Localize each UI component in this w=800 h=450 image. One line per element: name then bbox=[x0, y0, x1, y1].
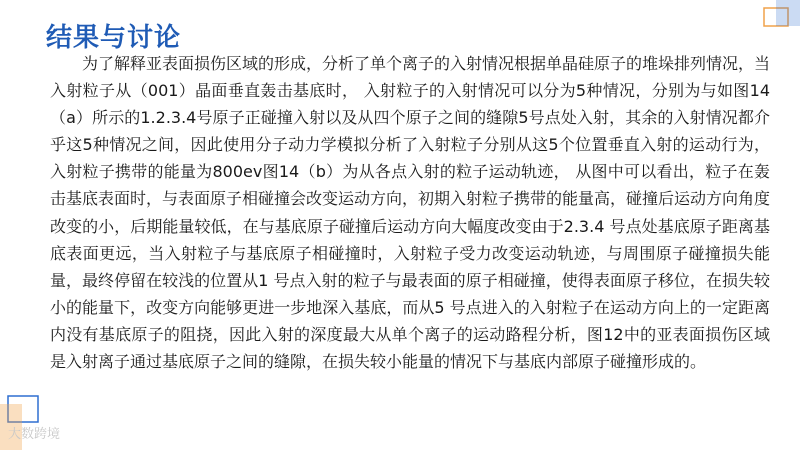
slide-title: 结果与讨论 bbox=[46, 23, 182, 53]
watermark-text: 大数跨境 bbox=[8, 427, 61, 442]
body-paragraph: 为了解释亚表面损伤区域的形成，分析了单个离子的入射情况根据单晶硅原子的堆垛排列情况，当入射粒子从（001）晶面垂直轰击基底时， 入射粒子的入射情况可以分为5种情况，分别为与如图14（a）所示的1.2.3.4号原子正碰撞入射以及从四个原子之间的缝隙5号点处入射，其余的入射情况都介乎这5种情况之间，因此使用分子动力学模拟分析了入射粒子分别从这5个位置垂直入射的运动行为，入射粒子携带的能量为800ev图14（b）为从各点入射的粒子运动轨迹， 从图中可以看出，粒子在轰击基底表面时，与表面原子相碰撞会改变运动方向，初期入射粒子携带的能量高，碰撞后运动方向角度改变的小，后期能量较低，在与基底原子碰撞后运动方向大幅度改变由于2.3.4 号点处基底原子距离基底表面更远，当入射粒子与基底原子相碰撞时，入射粒子受力改变运动轨迹，与周围原子碰撞损失能量，最终停留在较浅的位置从1 号点入射的粒子与最表面的原子相碰撞，使得表面原子移位，在损失较小的能量下，改变方向能够更进一步地深入基底，而从5 号点进入的入射粒子在运动方向上的一定距离内没有基底原子的阻挠，因此入射的深度最大从单个离子的运动路程分析，图12中的亚表面损伤区域是入射离子通过基底原子之间的缝隙，在损失较小能量的情况下与基底内部原子碰撞形成的。 bbox=[50, 54, 771, 372]
